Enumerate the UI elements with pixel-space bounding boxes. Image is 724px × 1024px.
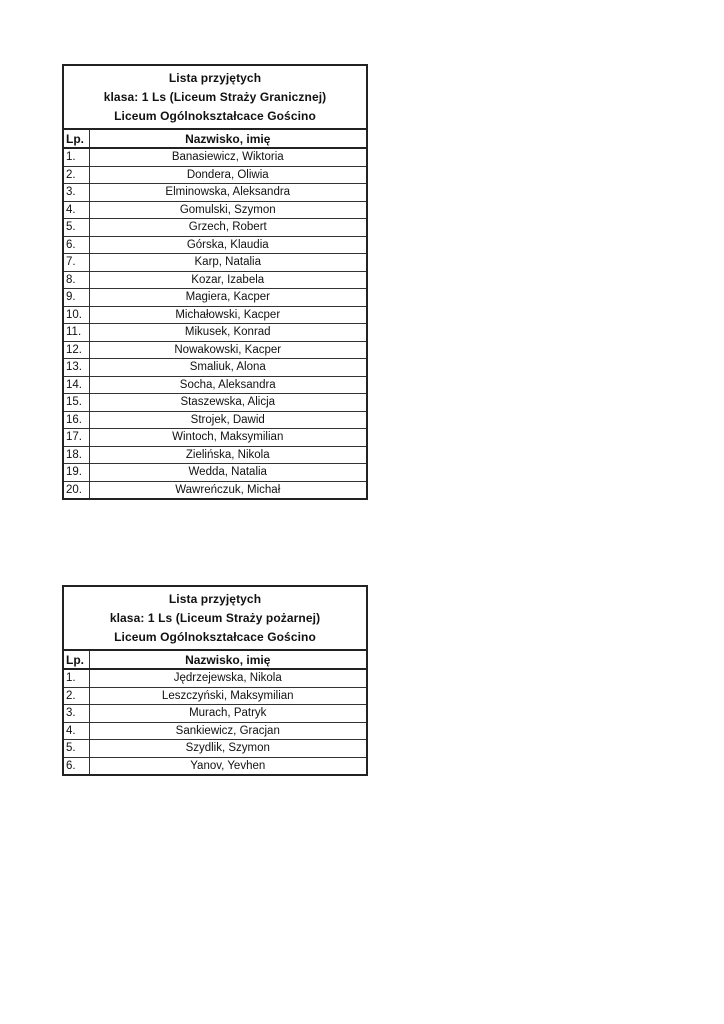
admission-list-border-guard — [62, 64, 368, 500]
row-number: 16. — [64, 411, 89, 429]
student-name: Leszczyński, Maksymilian — [89, 687, 366, 705]
row-number: 6. — [64, 236, 89, 254]
table-row — [64, 669, 366, 687]
table-row — [64, 464, 366, 482]
table-row — [64, 148, 366, 166]
list-title: Lista przyjętych — [168, 592, 262, 606]
class-line: klasa: 1 Ls (Liceum Straży pożarnej) — [109, 611, 321, 625]
table-row — [64, 411, 366, 429]
table-row — [64, 446, 366, 464]
student-name: Jędrzejewska, Nikola — [173, 672, 282, 685]
table-row — [64, 254, 366, 272]
table-header-row — [64, 651, 366, 669]
student-name: Yanov, Yevhen — [89, 757, 366, 774]
school-name: Liceum Ogólnokształcace Gościno — [114, 630, 316, 644]
row-number: 15. — [64, 394, 89, 412]
table-row — [64, 757, 366, 774]
student-name: Murach, Patryk — [89, 705, 366, 723]
row-number: 14. — [64, 376, 89, 394]
row-number: 9. — [64, 289, 89, 307]
table-row — [64, 359, 366, 377]
table-row — [64, 236, 366, 254]
row-number: 13. — [64, 359, 89, 377]
student-name: Grzech, Robert — [89, 219, 366, 237]
student-name: Mikusek, Konrad — [89, 324, 366, 342]
row-number: 4. — [64, 722, 89, 740]
table-body — [64, 148, 366, 498]
table-row — [64, 429, 366, 447]
row-number: 7. — [64, 254, 89, 272]
student-name: Dondera, Oliwia — [89, 166, 366, 184]
school-name: Liceum Ogólnokształcace Gościno — [114, 109, 316, 123]
row-number: 5. — [64, 740, 89, 758]
student-name: Sankiewicz, Gracjan — [89, 722, 366, 740]
row-number: 3. — [64, 705, 89, 723]
table-row — [64, 481, 366, 498]
row-number: 10. — [64, 306, 89, 324]
row-number: 19. — [64, 464, 89, 482]
row-number: 5. — [64, 219, 89, 237]
table-row — [64, 271, 366, 289]
row-number: 2. — [64, 687, 89, 705]
table-row — [64, 376, 366, 394]
student-name: Wedda, Natalia — [89, 464, 366, 482]
list-title: Lista przyjętych — [168, 71, 262, 85]
row-number: 3. — [64, 184, 89, 202]
table-row — [64, 201, 366, 219]
student-name: Magiera, Kacper — [89, 289, 366, 307]
row-number: 1. — [64, 148, 89, 166]
row-number: 4. — [64, 201, 89, 219]
row-number: 11. — [64, 324, 89, 342]
column-header-name: Nazwisko, imię — [89, 130, 366, 148]
column-header-name: Nazwisko, imię — [89, 651, 366, 669]
admission-list-fire-service — [62, 585, 368, 776]
table-row — [64, 324, 366, 342]
table-body — [64, 669, 366, 774]
class-line: klasa: 1 Ls (Liceum Straży Granicznej) — [103, 90, 327, 104]
table-row — [64, 705, 366, 723]
student-name: Gomulski, Szymon — [89, 201, 366, 219]
student-name: Elminowska, Aleksandra — [89, 184, 366, 202]
row-number: 20. — [64, 481, 89, 498]
table-row — [64, 687, 366, 705]
row-number: 2. — [64, 166, 89, 184]
row-number: 18. — [64, 446, 89, 464]
table-row — [64, 341, 366, 359]
student-name: Wawreńczuk, Michał — [89, 481, 366, 498]
student-name: Górska, Klaudia — [89, 236, 366, 254]
table-row — [64, 219, 366, 237]
student-name: Karp, Natalia — [89, 254, 366, 272]
student-name: Staszewska, Alicja — [89, 394, 366, 412]
students-table — [64, 130, 366, 498]
student-name: Szydlik, Szymon — [89, 740, 366, 758]
student-name: Smaliuk, Alona — [89, 359, 366, 377]
table-row — [64, 722, 366, 740]
row-number: 17. — [64, 429, 89, 447]
table-row — [64, 394, 366, 412]
table-row — [64, 166, 366, 184]
table-row — [64, 740, 366, 758]
column-header-lp: Lp. — [64, 130, 89, 148]
row-number: 12. — [64, 341, 89, 359]
student-name: Banasiewicz, Wiktoria — [171, 151, 284, 164]
student-name: Nowakowski, Kacper — [89, 341, 366, 359]
students-table — [64, 651, 366, 774]
row-number: 1. — [64, 669, 89, 687]
student-name: Socha, Aleksandra — [89, 376, 366, 394]
list-header — [64, 587, 366, 651]
table-row — [64, 306, 366, 324]
student-name: Michałowski, Kacper — [89, 306, 366, 324]
table-row — [64, 289, 366, 307]
table-header-row — [64, 130, 366, 148]
student-name: Kozar, Izabela — [89, 271, 366, 289]
list-header — [64, 66, 366, 130]
column-header-lp: Lp. — [64, 651, 89, 669]
row-number: 8. — [64, 271, 89, 289]
student-name: Wintoch, Maksymilian — [89, 429, 366, 447]
table-row — [64, 184, 366, 202]
student-name: Zielińska, Nikola — [89, 446, 366, 464]
student-name: Strojek, Dawid — [89, 411, 366, 429]
row-number: 6. — [64, 757, 89, 774]
